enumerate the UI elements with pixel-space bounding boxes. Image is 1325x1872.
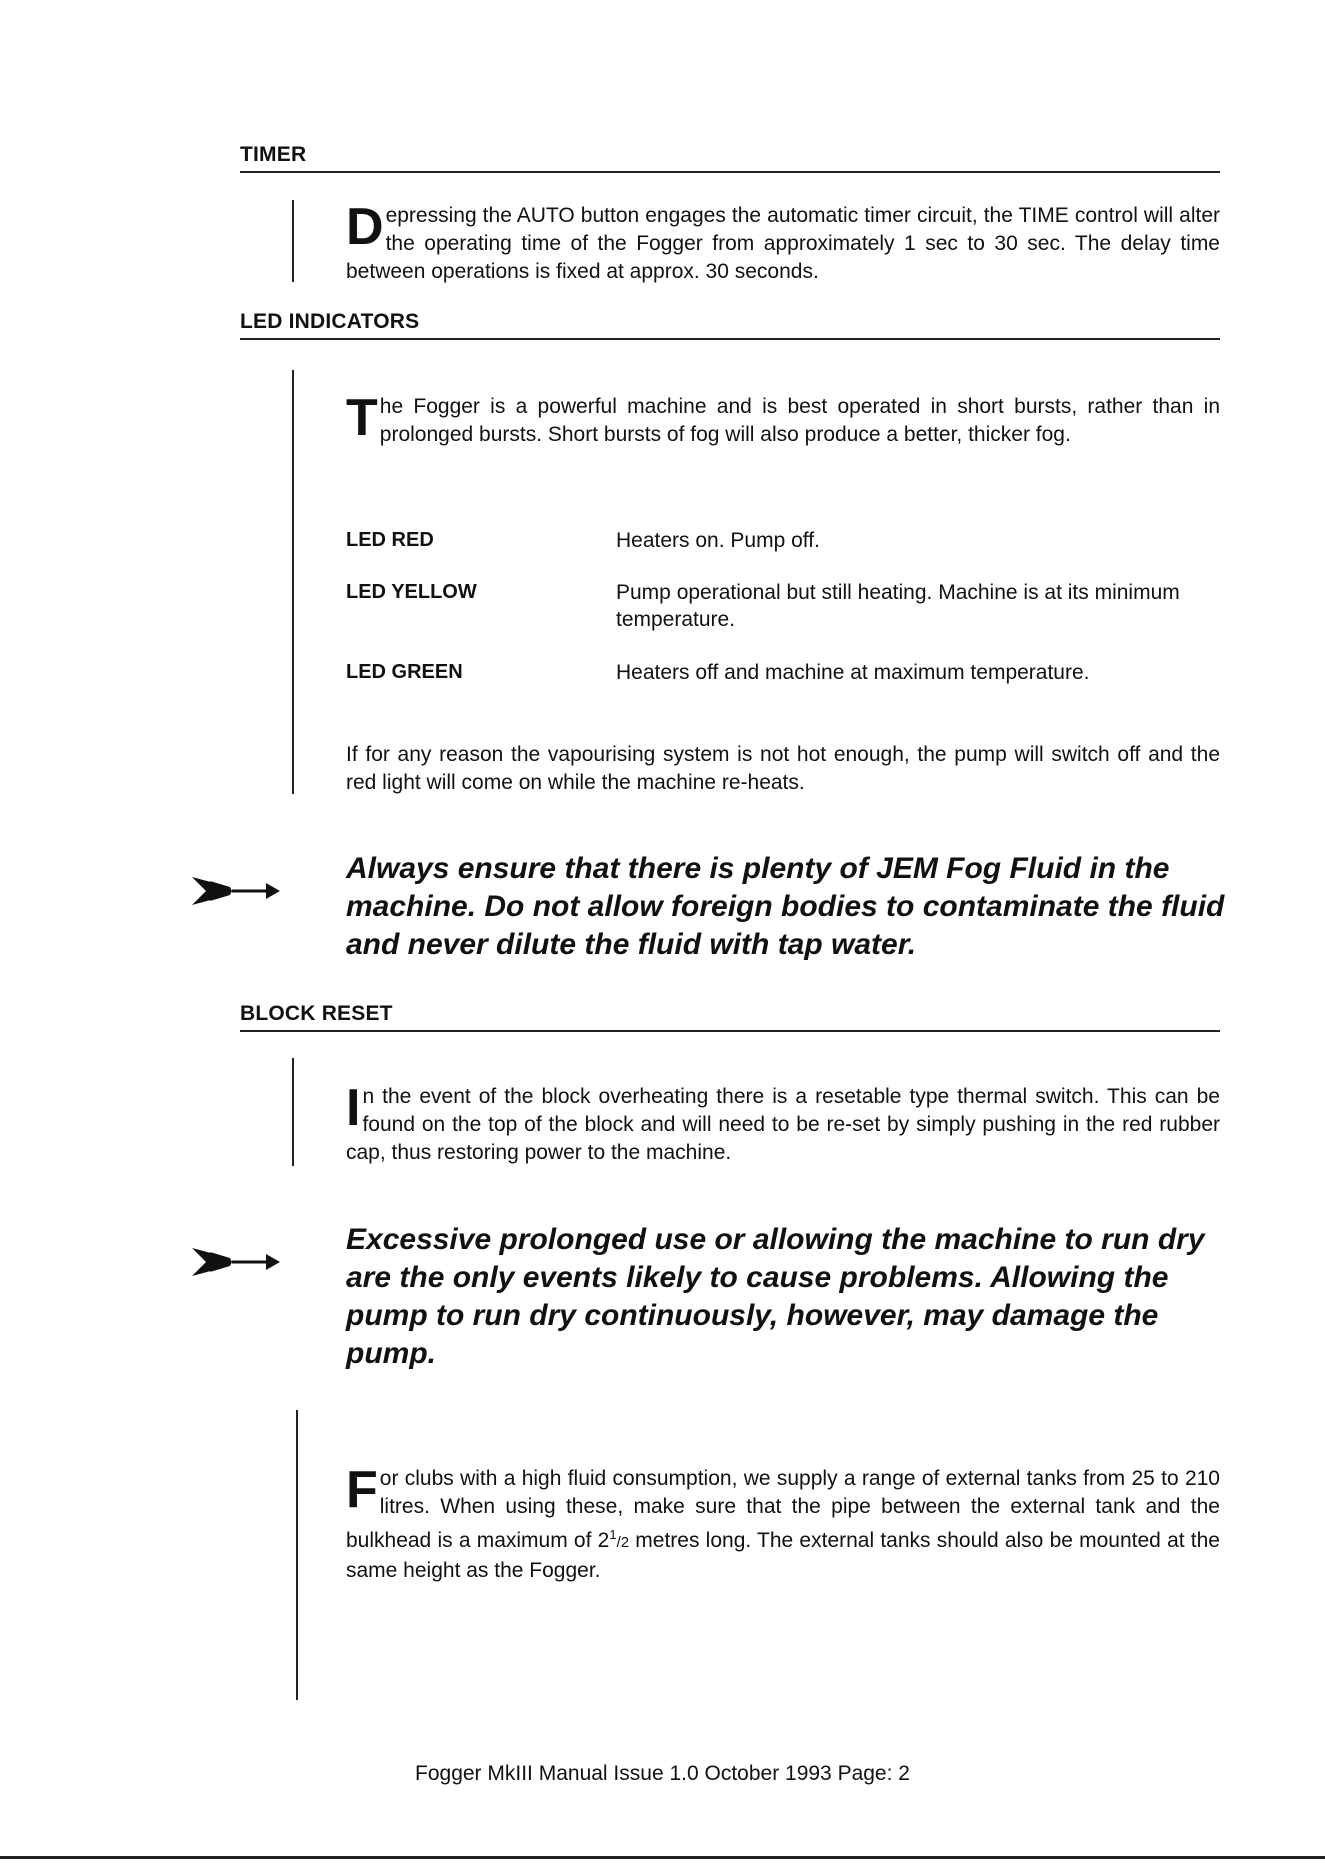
- led-intro-paragraph: [346, 389, 1220, 449]
- led-desc: Heaters off and machine at maximum temperature.: [616, 661, 1090, 684]
- heading-timer: TIMER: [240, 143, 1220, 173]
- fraction-numerator: 1: [609, 1527, 617, 1542]
- margin-bar: [292, 370, 294, 794]
- timer-text: epressing the AUTO button engages the automatic timer circuit, the TIME control will alter the operating time of the Fogger from approximately 1 sec to 30 sec. The delay time between operations is fixed at approx. 30 seconds.: [346, 204, 1220, 283]
- block-reset-paragraph: [346, 1079, 1220, 1167]
- margin-bar: [292, 1058, 294, 1166]
- bottom-rule: [0, 1856, 1325, 1859]
- tanks-text-1: or clubs with a high fluid consumption, we supply a range of external tanks from 25 to 210 litres. When using these, make sure that the pipe between the external tank and the bulkhead is a maximum of 2: [346, 1467, 1220, 1552]
- fraction-denominator: /2: [616, 1534, 630, 1551]
- heading-led-indicators: LED INDICATORS: [240, 310, 1220, 340]
- heading-block-reset: BLOCK RESET: [240, 1002, 1220, 1032]
- block-reset-text: n the event of the block overheating there is a resetable type thermal switch. This can be found on the top of the block and will need to be re-set by simply pushing in the red rubber cap, thus restoring power to the machine.: [346, 1085, 1220, 1164]
- dropcap: F: [346, 1461, 378, 1519]
- warning-run-dry: Excessive prolonged use or allowing the machine to run dry are the only events likely to cause problems. Allowing the pump to run dry continuously, however, may damage the pump.: [346, 1223, 1205, 1370]
- margin-bar: [292, 200, 294, 282]
- margin-bar: [296, 1410, 298, 1700]
- tanks-text-2: metres long. The external tanks should also be mounted at the same height as the Fogger.: [346, 1529, 1220, 1582]
- double-chevron-arrow-icon: [192, 873, 282, 909]
- led-desc: Pump operational but still heating. Machine is at its minimum temperature.: [616, 581, 1180, 631]
- double-chevron-arrow-icon: [192, 1244, 282, 1280]
- led-intro-text: he Fogger is a powerful machine and is best operated in short bursts, rather than in prolonged bursts. Short bursts of fog will also produce a better, thicker fog.: [379, 395, 1220, 446]
- timer-paragraph: [346, 198, 1220, 286]
- led-label: LED YELLOW: [346, 581, 477, 603]
- led-label: LED GREEN: [346, 661, 463, 683]
- led-note-paragraph: If for any reason the vapourising system is not hot enough, the pump will switch off and the red light will come on while the machine re-heats.: [346, 743, 1220, 794]
- dropcap: T: [346, 389, 378, 447]
- warning-fluid: Always ensure that there is plenty of JEM Fog Fluid in the machine. Do not allow foreign bodies to contaminate the fluid and never dilute the fluid with tap water.: [346, 852, 1225, 961]
- page-footer: Fogger MkIII Manual Issue 1.0 October 1993 Page: 2: [415, 1762, 910, 1785]
- tanks-paragraph: [346, 1461, 1220, 1585]
- dropcap: D: [346, 198, 384, 256]
- led-label: LED RED: [346, 529, 434, 551]
- dropcap: I: [346, 1079, 361, 1137]
- led-desc: Heaters on. Pump off.: [616, 529, 820, 552]
